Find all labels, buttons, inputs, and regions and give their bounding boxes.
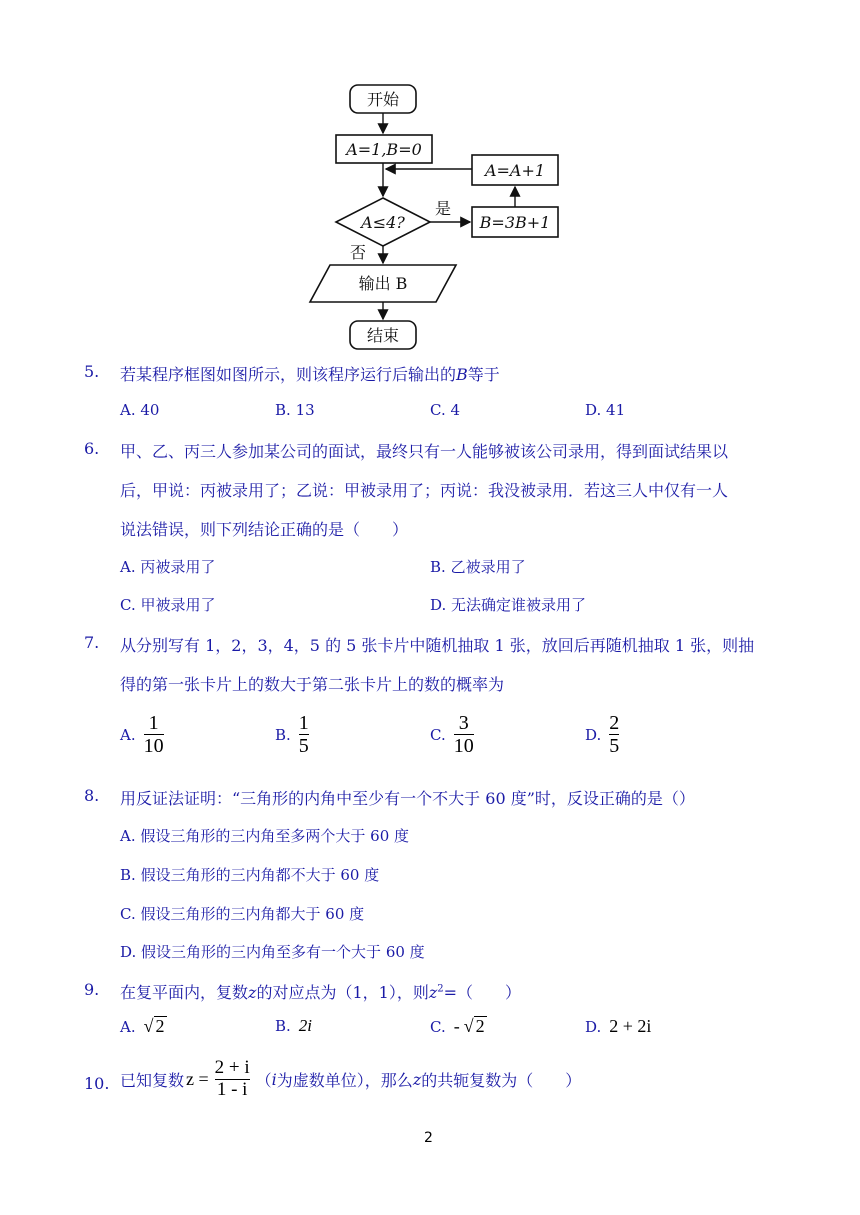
flow-step2-text: B=3B+1 (479, 213, 551, 232)
q8-text: 用反证法证明：“三角形的内角中至少有一个不大于 60 度”时，反设正确的是（） (120, 789, 695, 808)
q7-line-1: 从分别写有 1，2，3，4，5 的 5 张卡片中随机抽取 1 张，放回后再随机抽取 1 张，则抽 (120, 636, 755, 655)
q7-option-a: A. $\frac{1}{10}$ (120, 712, 164, 757)
q9-option-c: C. - √ 2 (430, 1016, 485, 1037)
q9-number: 9. (84, 980, 100, 999)
q6-option-a: A. 丙被录用了 (120, 558, 216, 576)
q5-option-b: B. 13 (275, 401, 315, 419)
q5-number: 5. (84, 362, 100, 381)
q6-option-b: B. 乙被录用了 (430, 558, 526, 576)
q5-text (120, 362, 500, 385)
q9-option-d: D. 2 + 2i (585, 1016, 652, 1036)
page-number: 2 (424, 1130, 433, 1146)
q7-option-d: D. $\frac{2}{5}$ (585, 712, 620, 757)
q5-option-a: A. 40 (120, 401, 160, 419)
q10-number: 10. (84, 1074, 110, 1093)
q5-text-a: 若某程序框图如图所示，则该程序运行后输出的 (120, 365, 457, 384)
flow-output-text: 输出 B (358, 274, 408, 293)
q6-number: 6. (84, 439, 100, 458)
flow-init-text: A=1,B=0 (346, 140, 422, 159)
flow-start-text: 开始 (366, 90, 400, 109)
q7-line-2: 得的第一张卡片上的数大于第二张卡片上的数的概率为 (120, 675, 505, 694)
q6-line-3: 说法错误，则下列结论正确的是（ ） (120, 520, 409, 539)
q6-option-d: D. 无法确定谁被录用了 (430, 596, 587, 614)
q9-var-z: z (248, 983, 257, 1002)
q8-number: 8. (84, 786, 100, 805)
q7-option-b: B. $\frac{1}{5}$ (275, 712, 309, 757)
q6-line-1: 甲、乙、丙三人参加某公司的面试，最终只有一人能够被该公司录用，得到面试结果以 (120, 442, 729, 461)
q9-text: 在复平面内，复数z的对应点为（1，1），则$z^2=$（ ） (120, 983, 522, 1002)
q7-option-c: C. $\frac{3}{10}$ (430, 712, 474, 757)
flowchart (300, 80, 580, 352)
flow-step1-text: A=A+1 (484, 161, 546, 180)
q5-option-c: C. 4 (430, 401, 461, 419)
q9-option-a: A. √ 2 (120, 1016, 165, 1037)
q8-option-c: C. 假设三角形的三内角都大于 60 度 (120, 905, 365, 923)
q9-option-b: B. 2i (275, 1016, 313, 1035)
q6-line-2: 后，甲说：丙被录用了；乙说：甲被录用了；丙说：我没被录用．若这三人中仅有一人 (120, 481, 729, 500)
q6-option-c: C. 甲被录用了 (120, 596, 216, 614)
q5-text-b: 等于 (467, 365, 500, 384)
q7-number: 7. (84, 633, 100, 652)
flow-end-text: 结束 (366, 326, 400, 345)
flow-yes-label: 是 (435, 199, 452, 218)
q5-var-b: B (456, 365, 468, 384)
q10-text: 已知复数 z = $\frac{2 + i}{1 - i}$ （ i 为虚数单位），那么 z 的共轭复数为（ ） (120, 1057, 582, 1100)
q9-var-z2: z (428, 983, 438, 1002)
q5-option-d: D. 41 (585, 401, 626, 419)
q8-option-a: A. 假设三角形的三内角至多两个大于 60 度 (120, 827, 410, 845)
flow-cond-text: A≤4? (361, 213, 405, 232)
q8-option-b: B. 假设三角形的三内角都不大于 60 度 (120, 866, 380, 884)
q8-option-d: D. 假设三角形的三内角至多有一个大于 60 度 (120, 943, 425, 961)
flow-no-label: 否 (350, 243, 367, 262)
